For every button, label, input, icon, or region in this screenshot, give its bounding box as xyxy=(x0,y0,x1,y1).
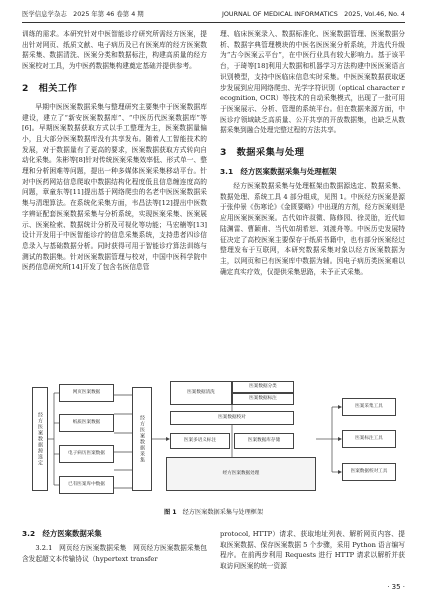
source-web-box: 网页医案数据 xyxy=(59,384,114,402)
header-rule xyxy=(22,22,405,23)
related-work-continued: 理、临床医案录入、数据标准化、医案数据管理、医案数据分析、数据字典管理模块的中医名医医案分析系统，并选代升级为“古今医案云平台”，在中医行业具有较大影响力。基于该平台，于琦等[18]利用大数据和机器学习方法构建中医医案语言识别模型，支持中医临床信息实时采集。中医医案数据获取逐步发展到应用网络爬虫、光学字符识别（optical character recognition, OCR）等技术的自动采集模式，出现了一批可用于医案展示、分析、管理的系统平台。但在数据来源方面，中医诊疗领域缺乏高质量、公开共享的开放数据集，也缺乏从数据采集到融合处理完整过程的方法共享。 xyxy=(220,30,405,135)
figure-caption-number: 图 1 xyxy=(163,509,177,516)
source-paper-box: 纸质医案数据 xyxy=(59,414,114,432)
tool-proof-box: 医案数据校对工具 xyxy=(342,463,396,481)
tool-label-box: 医案标注工具 xyxy=(342,430,396,448)
figure-caption-text: 经方医案数据采集与处理框架 xyxy=(182,509,264,516)
figure-caption xyxy=(0,507,427,516)
subsection-heading-framework: 3.1 经方医案数据采集与处理框架 xyxy=(220,167,337,177)
running-header xyxy=(22,9,405,20)
tool-collect-box: 医案采集工具 xyxy=(342,398,396,416)
header-journal-en: JOURNAL OF MEDICAL INFORMATICS 2025, Vol.46, No. 4 xyxy=(221,10,405,18)
figure-framework-diagram xyxy=(26,377,402,502)
process-label-box: 医案数据标注 xyxy=(232,393,294,405)
bottom-right-column xyxy=(220,529,405,572)
left-column xyxy=(22,29,207,273)
source-emr-box: 电子病历医案数据 xyxy=(59,445,114,463)
related-work-paragraph: 早期中医医案数据采集与整理研究主要集中于医案数据库建设，建立了“新安医案数据库”、“中医历代医案数据库”等[6]。早期医案数据获取方式以手工整理为主，医案数据量偏小，且大部分医案数据库没有共享发布。随着人工智能技术的发展，对于数据量有了更高的要求，医案数据获取方式转向自动化采集。朱彬等[8]针对传统医案采集效率低、形式单一、整理和分析困难等问题，提出一种多媒体医案采集移动平台。针对中医药网站信息爬取中数据结构化程度低且信息缠连度高的问题，章童东等[11]提出基于网络爬虫的名老中医医案数据采集与清理算法。在系统化采集方面，韦昌法等[12]提出中医数字辨证配套医案数据采集与分析系统，实现医案采集、医案展示、医案检索、数据统计分析及可视化等功能；马宏楠等[13]设计开发用于中医智能诊疗的信息采集系统，支持患者四诊信息录入与基础数据分析。同时获得可用于智能诊疗算法训练与测试的数据集。针对医案数据管理与校对，中国中医科学院中医药信息研究所[14]开发了包含名医信息管 xyxy=(22,102,207,272)
section-heading-related-work: 2 相关工作 xyxy=(22,82,78,94)
intro-paragraph: 训练的需求。本研究针对中医智能诊疗研究所需经方医案，提出针对网页、纸质文献、电子病历及已有医案库的经方医案数据采集、数据清洗、医案分类和数据标注，构建高质量的经方医案校对工具，为中医药数据集构建奠定基础并提供参考。 xyxy=(22,30,207,71)
framework-paragraph: 经方医案数据采集与处理框架由数据源选定、数据采集、数据处理、系统工具 4 部分组成，见图 1。中医经方医案是源于张仲景《伤寒论》《金匮要略》中出现的方剂，经方医案则是应用医案医案医案。古代如许叔微、陈修园、徐灵胎，近代如陆渊雷、曹颖甫、当代如胡希恕、刘渡舟等。中医历史发展特征决定了高校医案主要保存于纸质书籍中，也有部分医案经过整理发布于互联网，本研究数据采集对象以经方医案数据为主，以网页和已有医案库中数据为辅。因电子病历类医案难以确定真实疗效，仅提供采集思路，未予正式采集。 xyxy=(220,182,405,276)
page-number: · 35 · xyxy=(387,583,405,591)
process-semantic-box: 医案多语义标注 xyxy=(170,433,230,449)
web-collection-paragraph: 3.2.1 网页经方医案数据采集 网页经方医案数据采集包含发起超文本传输协议（hypertext transfer xyxy=(22,544,207,563)
http-steps-paragraph: protocol, HTTP）请求、获取地址列表、解析网页内容、提取医案数据、保存医案数据 5 个步骤，采用 Python 语言编写程序。在前两步利用 Requests 进行 HTTP 请求以解析并获取访问医案的统一资源 xyxy=(220,530,405,571)
header-journal-cn: 医学信息学杂志 2025 年第 46 卷第 4 期 xyxy=(22,10,144,18)
process-storage-box: 医案数据库存储 xyxy=(234,433,294,449)
right-column xyxy=(220,29,405,277)
source-database-box: 已有医案库中数据 xyxy=(59,476,114,494)
processing-block: 经方医案数据处理 xyxy=(166,457,316,491)
process-proof-box: 医案数据校对 xyxy=(170,411,294,425)
bottom-left-column xyxy=(22,522,207,564)
subsection-heading-collection: 3.2 经方医案数据采集 xyxy=(22,529,102,538)
collection-box: 经方医案数据采集 xyxy=(132,387,152,491)
source-selection-box: 经方医案数据源选定 xyxy=(32,387,48,491)
process-cleaning-box: 医案数据清洗 xyxy=(170,381,232,405)
process-classify-box: 医案数据分类 xyxy=(232,381,294,393)
section-heading-data-collection: 3 数据采集与处理 xyxy=(220,147,305,159)
